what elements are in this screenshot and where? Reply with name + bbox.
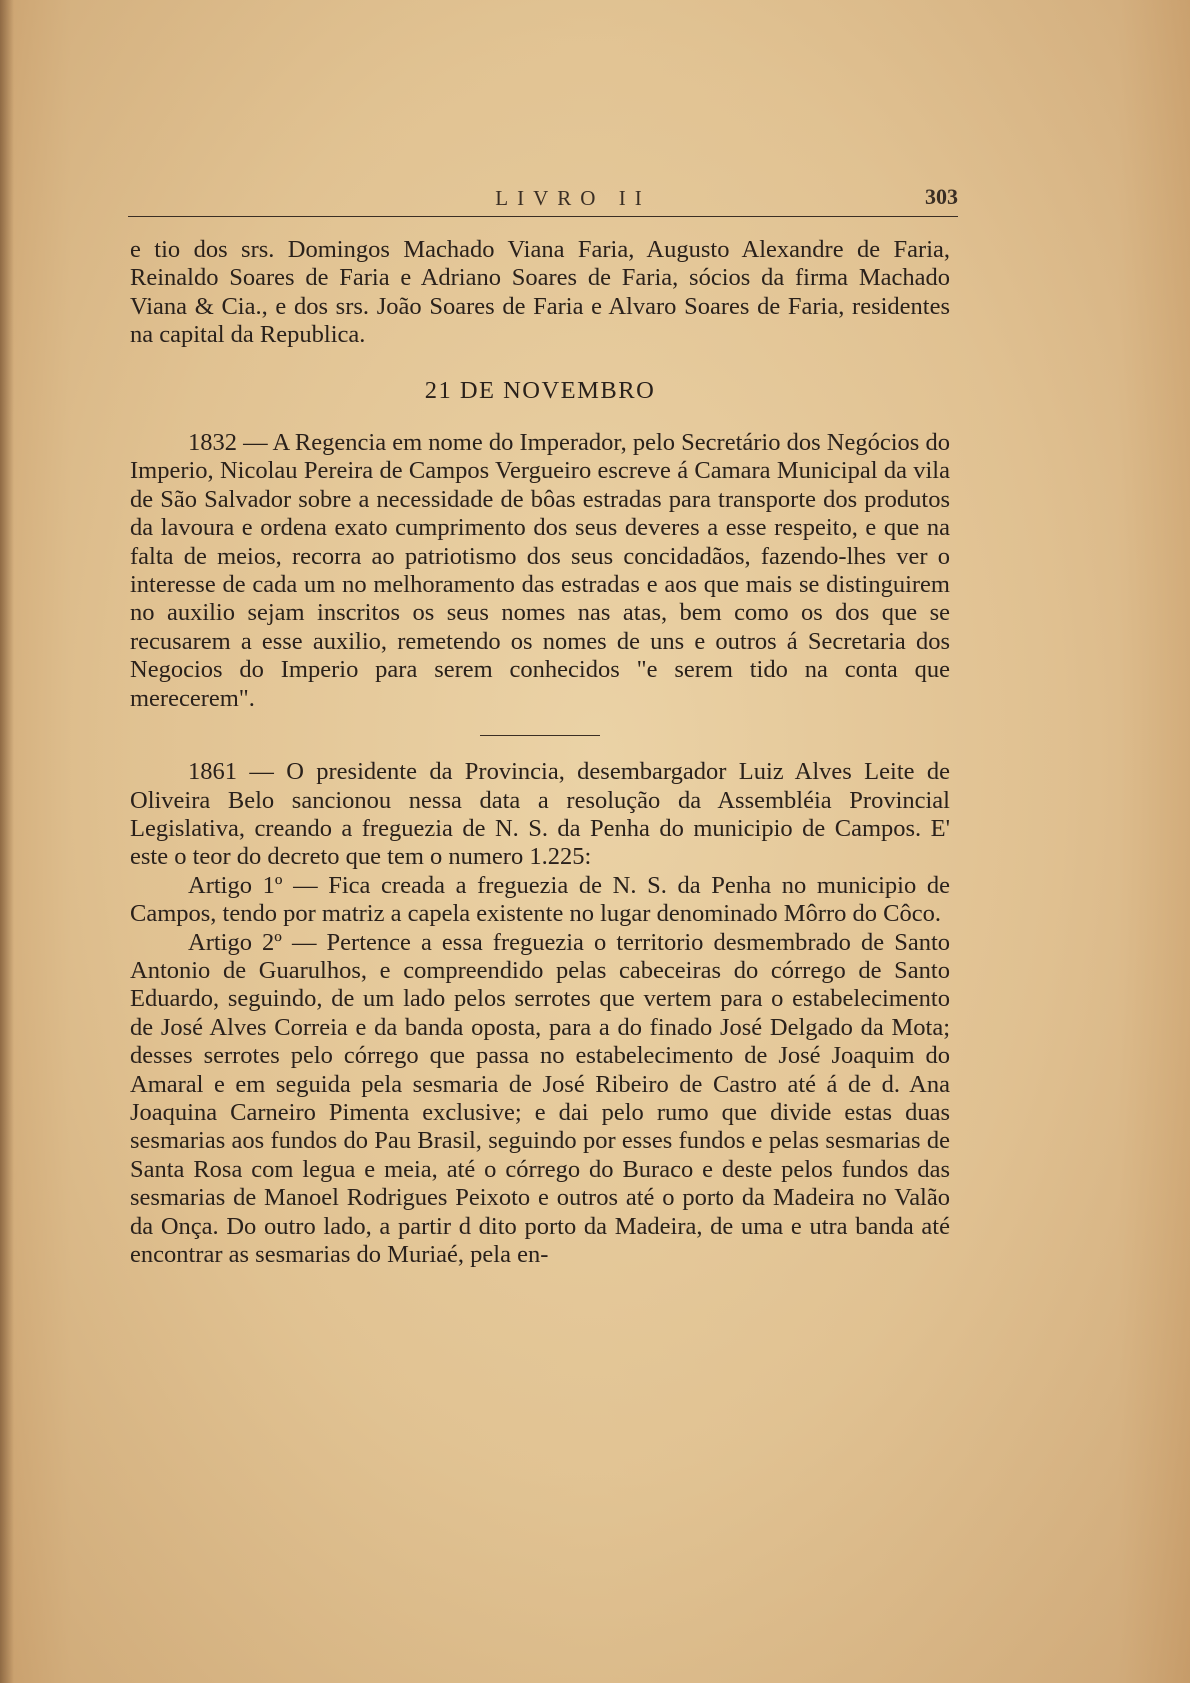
page-edge-shadow (0, 0, 14, 1683)
text-block (130, 236, 950, 1269)
section-separator (480, 735, 600, 736)
running-head (128, 186, 958, 216)
paragraph-1832: 1832 — A Regencia em nome do Imperador, pelo Secretário dos Negócios do Imperio, Nicolau Pereira de Campos Vergueiro escreve á Camara Municipal da vila de São Salvador sobre a necessidade de bôas estradas para transporte dos produtos da lavoura e ordena exato cumprimento dos seus deveres a esse respeito, e que na falta de meios, recorra ao patriotismo dos seus concidadãos, fazendo-lhes ver o interesse de cada um no melhoramento das estradas e aos que mais se distinguirem no auxilio sejam inscritos os seus nomes nas atas, bem como os dos que se recusarem a esse auxilio, remetendo os nomes de uns e outros á Secretaria dos Negocios do Imperio para serem conhecidos "e serem tido na conta que merecerem". (130, 429, 950, 712)
running-title: LIVRO II (495, 186, 651, 210)
paragraph-artigo-2: Artigo 2º — Pertence a essa freguezia o territorio desmembrado de Santo Antonio de Guarulhos, e compreendido pelas cabeceiras do córrego de Santo Eduardo, seguindo, de um lado pelos serrotes que vertem para o estabelecimento de José Alves Correia e da banda oposta, para a do finado José Delgado da Mota; desses serrotes pelo córrego que passa no estabelecimento de José Joaquim do Amaral e em seguida pela sesmaria de José Ribeiro de Castro até á de d. Ana Joaquina Carneiro Pimenta exclusive; e dai pelo rumo que divide estas duas sesmarias aos fundos do Pau Brasil, seguindo por esses fundos e pelas sesmarias de Santa Rosa com legua e meia, até o córrego do Buraco e deste pelos fundos das sesmarias de Manoel Rodrigues Peixoto e outros até o porto da Madeira no Valão da Onça. Do outro lado, a partir d dito porto da Madeira, de uma e utra banda até encontrar as sesmarias do Muriaé, pela en- (130, 928, 950, 1268)
section-heading: 21 DE NOVEMBRO (424, 376, 656, 404)
header-rule (128, 216, 958, 217)
page-number: 303 (925, 184, 958, 209)
paragraph-1861: 1861 — O presidente da Provincia, desembargador Luiz Alves Leite de Oliveira Belo sancionou nessa data a resolução da Assembléia Provincial Legislativa, creando a freguezia de N. S. da Penha do municipio de Campos. E' este o teor do decreto que tem o numero 1.225: (130, 758, 950, 871)
paragraph-artigo-1: Artigo 1º — Fica creada a freguezia de N. S. da Penha no municipio de Campos, tendo por matriz a capela existente no lugar denominado Môrro do Côco. (130, 871, 950, 928)
paragraph-continuation: e tio dos srs. Domingos Machado Viana Faria, Augusto Alexandre de Faria, Reinaldo Soares de Faria e Adriano Soares de Faria, sócios da firma Machado Viana & Cia., e dos srs. João Soares de Faria e Alvaro Soares de Faria, residentes na capital da Republica. (130, 236, 950, 349)
